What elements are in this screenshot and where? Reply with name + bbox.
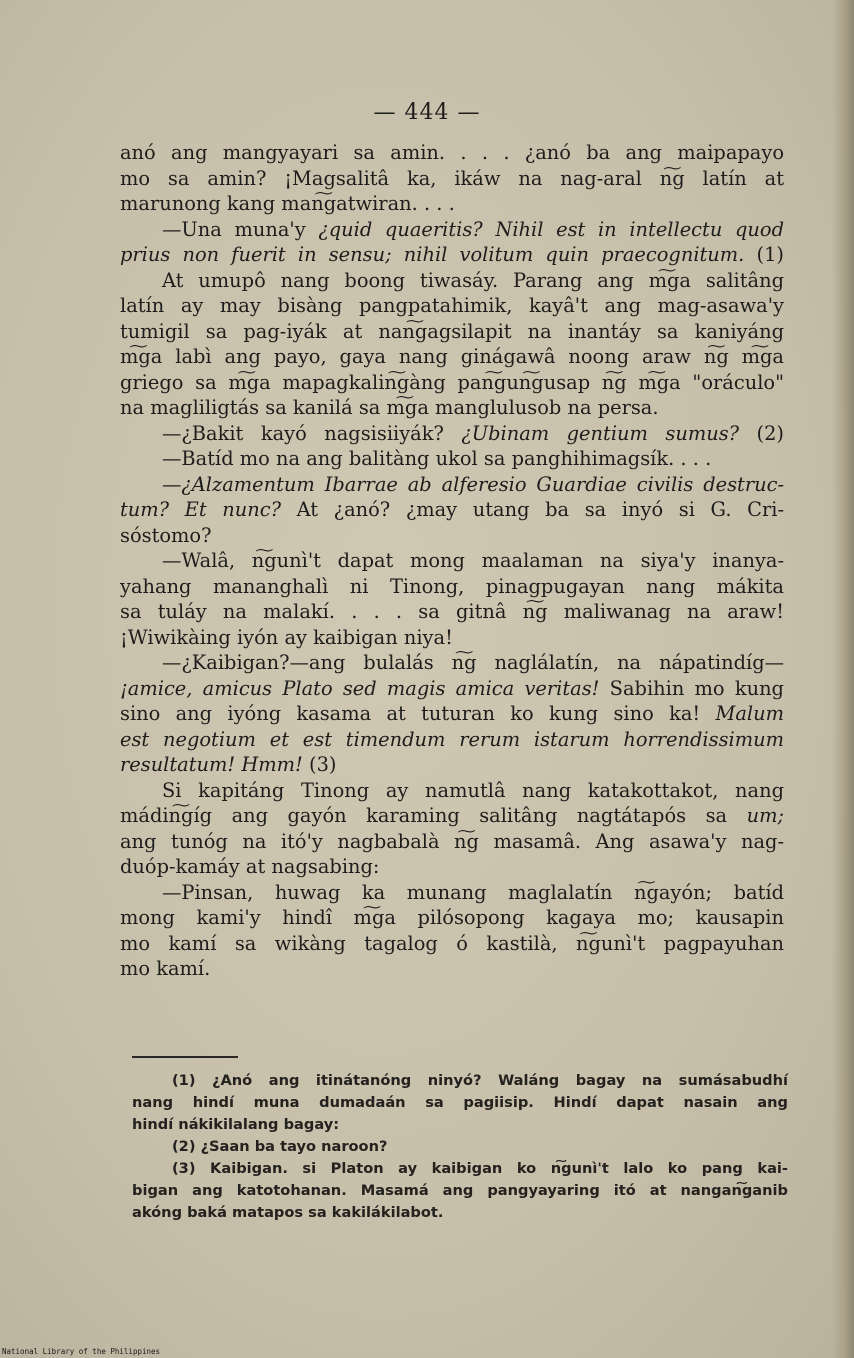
text-line: duóp-kamáy at nagsabing: [120, 855, 380, 878]
latin-phrase: resultatum! Hmm! [120, 753, 303, 776]
footnote-line: (2) ¿Saan ba tayo naroon? [172, 1138, 388, 1155]
text-line [120, 472, 784, 498]
text-line [120, 242, 784, 268]
text-line [120, 217, 784, 243]
text-run: Sabihin mo kung [599, 676, 784, 700]
text-line [120, 421, 784, 447]
text-line: mo kamí. [120, 957, 211, 980]
text-line: mo kamí sa wikàng tagalog ó kastilà, n͠gunì't pagpayuhan [120, 931, 784, 955]
latin-phrase: est negotium et est timendum rerum istarum horrendissimum [120, 727, 784, 751]
text-line: At umupô nang boong tiwasáy. Parang ang m͠ga salitâng [162, 268, 784, 292]
latin-phrase: ¿Ubinam gentium sumus? [461, 421, 740, 445]
text-line: mo sa amin? ¡Magsalitâ ka, ikáw na nag-aral n͠g latín at [120, 166, 784, 190]
text-line: latín ay may bisàng pangpatahimik, kayâ't ang mag-asawa'y [120, 294, 784, 317]
text-run: —¿Bakit kayó nagsisiiyák? [162, 421, 462, 445]
text-line: sa tuláy na malakí. . . . sa gitnâ n͠g maliwanag na araw! [120, 600, 784, 623]
text-line [120, 727, 784, 753]
text-run: (2) [739, 421, 784, 445]
footnote-line: (3) Kaibigan. si Platon ay kaibigan ko n͠gunì't lalo ko pang kai- [172, 1160, 788, 1177]
library-watermark: National Library of the Philippines [2, 1347, 161, 1356]
latin-phrase: prius non fuerit in sensu; nihil volitum quin praecognitum. [120, 243, 745, 266]
page-number: — 444 — [373, 100, 481, 125]
text-line: —¿Kaibigan?—ang bulalás n͠g naglálatín, na nápatindíg— [162, 651, 784, 674]
text-line: m͠ga labì ang payo, gaya nang ginágawâ noong araw n͠g m͠ga [120, 345, 784, 368]
text-line: —Pinsan, huwag ka munang maglalatín n͠gayón; batíd [162, 880, 784, 904]
text-line [120, 497, 784, 523]
text-line: griego sa m͠ga mapagkalin͠gàng pan͠gun͠gusap n͠g m͠ga "oráculo" [120, 370, 784, 394]
latin-phrase: ¿quid quaeritis? Nihil est in intellectu quod [318, 217, 784, 241]
text-line: tumigil sa pag-iyák at nan͠gagsilapit na inantáy sa kaniyáng [120, 319, 784, 343]
footnote-rule [132, 1056, 238, 1058]
page-edge [832, 0, 854, 1358]
text-line: sóstomo? [120, 523, 212, 547]
latin-phrase: tum? Et nunc? [120, 498, 281, 521]
text-run: mádin͠gíg ang gayón karaming salitâng nagtátapós sa [120, 804, 747, 827]
text-run: At ¿anó? ¿may utang ba sa inyó si G. Cri- [280, 498, 784, 521]
text-line: mong kami'y hindî m͠ga pilósopong kagaya mo; kausapin [120, 906, 784, 929]
text-line [120, 752, 784, 778]
text-line: na magliligtás sa kanilá sa m͠ga manglulusob na persa. [120, 396, 659, 419]
latin-phrase: —¿Alzamentum Ibarrae ab alferesio Guardiae civilis destruc- [162, 472, 784, 496]
footnote-line: akóng baká matapos sa kakilákilabot. [132, 1204, 444, 1221]
text-line: Si kapitáng Tinong ay namutlâ nang katakottakot, nang [162, 778, 784, 802]
text-line: ang tunóg na itó'y nagbabalà n͠g masamâ. Ang asawa'y nag- [120, 829, 784, 853]
latin-phrase: um; [746, 804, 784, 827]
text-line: marunong kang man͠gatwiran. . . . [120, 192, 455, 215]
text-line: ¡Wiwikàing iyón ay kaibigan niya! [120, 625, 453, 649]
text-line [120, 701, 784, 727]
footnote-line: (1) ¿Anó ang itinátanóng ninyó? Waláng bagay na sumásabudhí [172, 1072, 788, 1089]
text-line [120, 803, 784, 829]
text-line: anó ang mangyayari sa amin. . . . ¿anó ba ang maipapayo [120, 141, 784, 164]
text-run: sino ang iyóng kasama at tuturan ko kung sino ka! [120, 702, 716, 725]
text-line: yahang mananghalì ni Tinong, pinagpugayan nang mákita [120, 574, 784, 598]
text-run: (3) [302, 753, 337, 776]
text-line: —Batíd mo na ang balitàng ukol sa panghihimagsík. . . . [162, 447, 712, 470]
text-line: —Walâ, n͠gunì't dapat mong maalaman na siya'y inanya- [162, 549, 784, 572]
latin-phrase: Malum [715, 702, 784, 725]
footnote-line: bigan ang katotohanan. Masamá ang pangyayaring itó at nangan͠ganib [132, 1182, 788, 1199]
latin-phrase: ¡amice, amicus Plato sed magis amica veritas! [120, 676, 600, 700]
text-line [120, 676, 784, 702]
body-text [120, 140, 784, 982]
footnote-line: nang hindí muna dumadaán sa pagiisip. Hindí dapat nasain ang [132, 1094, 788, 1111]
text-run: —Una muna'y [162, 217, 319, 241]
footnotes [132, 1070, 788, 1224]
text-run: (1) [744, 243, 784, 266]
footnote-line: hindí nákikilalang bagay: [132, 1116, 340, 1133]
